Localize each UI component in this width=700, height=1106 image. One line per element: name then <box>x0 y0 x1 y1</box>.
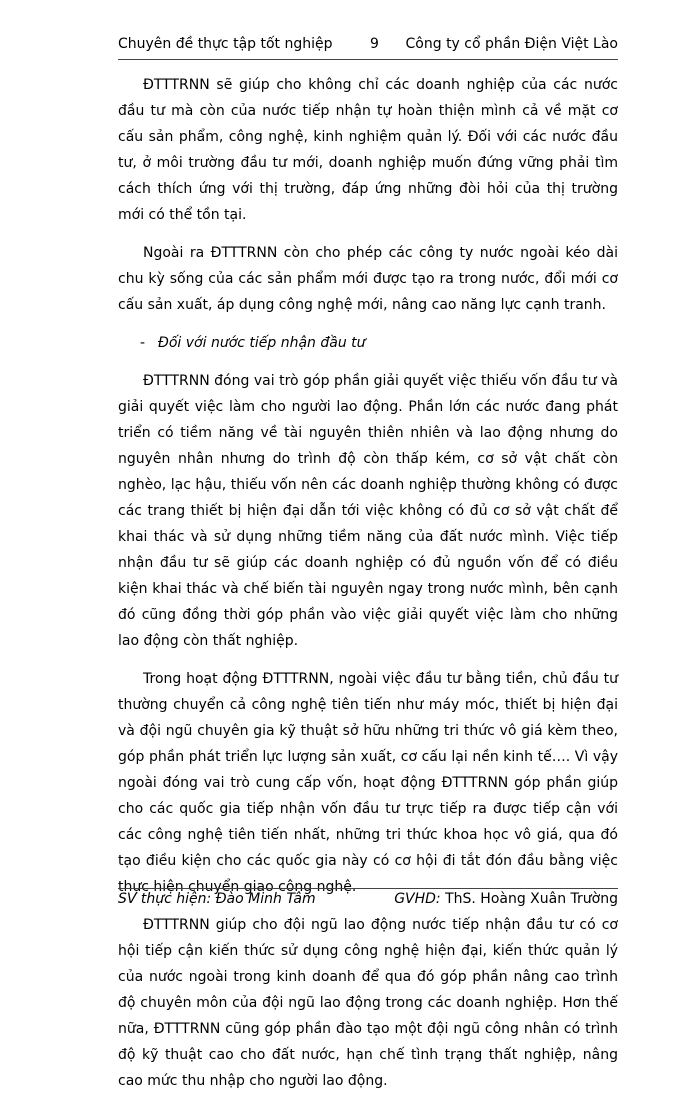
page-number: 9 <box>370 36 379 52</box>
paragraph: ĐTTTRNN giúp cho đội ngũ lao động nước tiếp nhận đầu tư có cơ hội tiếp cận kiến thức sử dụng công nghệ hiện đại, kiến thức quản lý của nước ngoài trong kinh doanh để qua đó góp phần nâng cao trình độ chuyên môn của đội ngũ lao động trong các doanh nghiệp. Hơn thế nữa, ĐTTTRNN cũng góp phần đào tạo một đội ngũ công nhân có trình độ kỹ thuật cao cho đất nước, hạn chế tình trạng thất nghiệp, nâng cao mức thu nhập cho người lao động. <box>118 917 618 1089</box>
section-subheading <box>118 330 618 356</box>
advisor <box>394 891 618 907</box>
page-header <box>118 36 618 58</box>
student-name: SV thực hiện: Đào Minh Tâm <box>118 891 316 907</box>
paragraph: Ngoài ra ĐTTTRNN còn cho phép các công ty nước ngoài kéo dài chu kỳ sống của các sản phẩm mới được tạo ra trong nước, đổi mới cơ cấu sản xuất, áp dụng công nghệ mới, nâng cao năng lực cạnh tranh. <box>118 245 618 313</box>
subheading-text: Đối với nước tiếp nhận đầu tư <box>158 335 366 351</box>
paragraph: ĐTTTRNN sẽ giúp cho không chỉ các doanh nghiệp của các nước đầu tư mà còn của nước tiếp nhận tự hoàn thiện mình cả về mặt cơ cấu sản phẩm, công nghệ, kinh nghiệm quản lý. Đối với các nước đầu tư, ở môi trường đầu tư mới, doanh nghiệp muốn đứng vững phải tìm cách thích ứng với thị trường, đáp ứng những đòi hỏi của thị trường mới có thể tồn tại. <box>118 77 618 223</box>
company-name: Công ty cổ phần Điện Việt Lào <box>405 36 618 52</box>
footer-divider <box>118 888 618 889</box>
document-title: Chuyên đề thực tập tốt nghiệp <box>118 36 333 52</box>
list-dash: - <box>140 335 146 351</box>
header-divider <box>118 59 618 60</box>
paragraph: ĐTTTRNN đóng vai trò góp phần giải quyết việc thiếu vốn đầu tư và giải quyết việc làm cho người lao động. Phần lớn các nước đang phát triển có tiềm năng về tài nguyên thiên nhiên và lao động nhưng do nguyên nhân nhưng do trình độ còn thấp kém, cơ sở vật chất còn nghèo, lạc hậu, thiếu vốn nên các doanh nghiệp thường không có được các trang thiết bị hiện đại dẫn tới việc không có đủ cơ sở vật chất để khai thác và sử dụng những tiềm năng của đất nước mình. Việc tiếp nhận đầu tư sẽ giúp các doanh nghiệp có đủ nguồn vốn để có điều kiện khai thác và chế biến tài nguyên ngay trong nước mình, bên cạnh đó cũng đồng thời góp phần vào việc giải quyết việc làm cho những lao động còn thất nghiệp. <box>118 373 618 649</box>
paragraph: Trong hoạt động ĐTTTRNN, ngoài việc đầu tư bằng tiền, chủ đầu tư thường chuyển cả công nghệ tiên tiến như máy móc, thiết bị hiện đại và đội ngũ chuyên gia kỹ thuật sở hữu những tri thức vô giá kèm theo, góp phần phát triển lực lượng sản xuất, cơ cấu lại nền kinh tế…. Vì vậy ngoài đóng vai trò cung cấp vốn, hoạt động ĐTTTRNN góp phần giúp cho các quốc gia tiếp nhận vốn đầu tư trực tiếp ra được tiếp cận với các công nghệ tiên tiến nhất, những tri thức khoa học vô giá, qua đó tạo điều kiện cho các quốc gia này có cơ hội đi tắt đón đầu bằng việc thực hiện chuyển giao công nghệ. <box>118 671 618 895</box>
advisor-name: ThS. Hoàng Xuân Trường <box>440 891 618 907</box>
advisor-label: GVHD: <box>394 891 441 907</box>
page-footer <box>118 891 618 913</box>
page-body <box>118 72 618 1106</box>
